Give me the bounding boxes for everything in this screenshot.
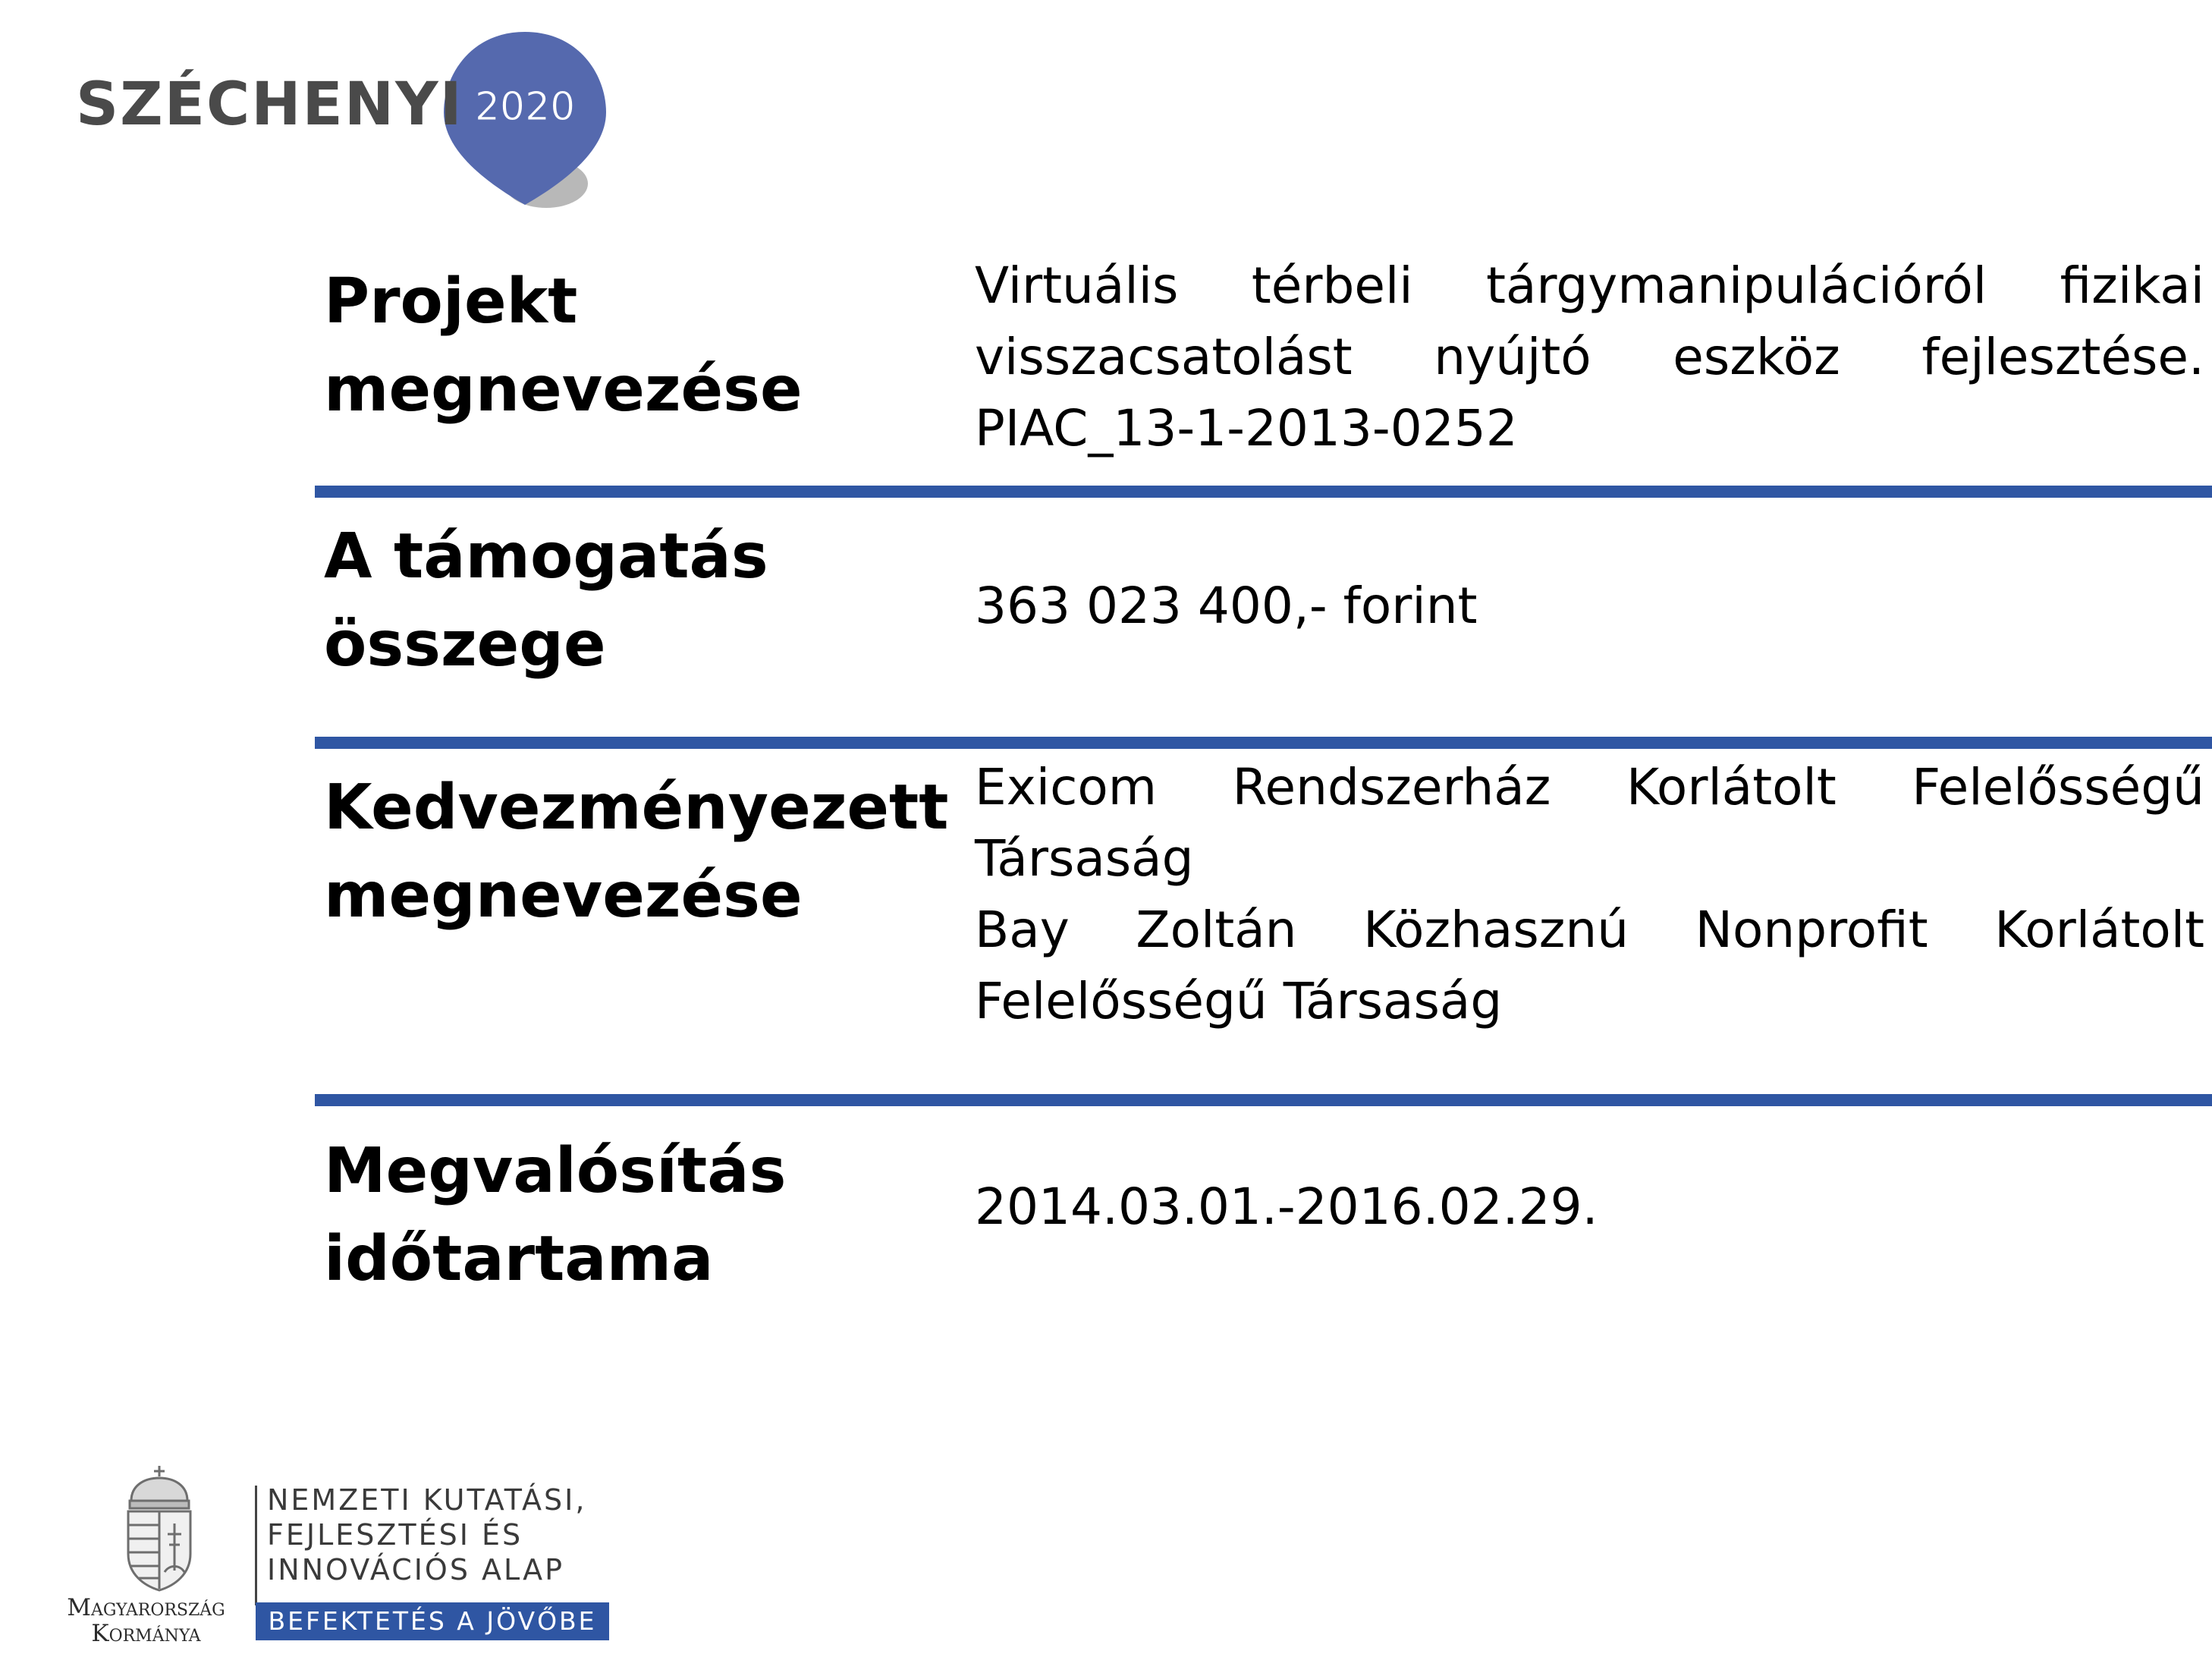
beneficiary-value xyxy=(967,749,2212,1094)
value-line: Virtuális térbeli tárgymanipulációról fizikai xyxy=(975,256,2204,315)
project-info-table xyxy=(315,250,2212,1303)
value-line: 2014.03.01.-2016.02.29. xyxy=(975,1178,1598,1236)
row-divider xyxy=(315,737,2212,749)
beneficiary-label: Kedvezményezett megnevezése xyxy=(324,772,949,932)
duration-row xyxy=(315,1106,2212,1303)
value-line: PIAC_13-1-2013-0252 xyxy=(975,399,1518,458)
fund-tagline: BEFEKTETÉS A JÖVŐBE xyxy=(256,1602,609,1640)
szechenyi-pin-logo-graphic xyxy=(61,15,652,228)
row-divider xyxy=(315,486,2212,498)
value-line: Bay Zoltán Közhasznú Nonprofit Korlátolt xyxy=(975,901,2204,959)
beneficiary-row xyxy=(315,749,2212,1094)
coat-of-arms-icon xyxy=(118,1464,201,1593)
logo-brand-text: SZÉCHENYI xyxy=(76,71,463,139)
value-line: visszacsatolást nyújtó eszköz fejlesztése. xyxy=(975,328,2204,386)
government-name: Magyarország Kormánya xyxy=(67,1594,225,1647)
szechenyi-2020-logo xyxy=(61,15,652,228)
row-divider xyxy=(315,1094,2212,1106)
duration-label: Megvalósítás időtartama xyxy=(324,1135,787,1295)
value-line: Felelősségű Társaság xyxy=(975,972,1503,1030)
government-fund-logo xyxy=(46,1464,622,1654)
logo-year-text: 2020 xyxy=(474,84,576,130)
value-line: Társaság xyxy=(975,829,1194,888)
logo-divider xyxy=(255,1486,257,1605)
value-line: Exicom Rendszerház Korlátolt Felelősségű xyxy=(975,758,2204,816)
project-name-row xyxy=(315,250,2212,486)
project-name-value xyxy=(967,250,2212,486)
project-name-label: Projekt megnevezése xyxy=(324,266,803,426)
fund-name: NEMZETI KUTATÁSI, FEJLESZTÉSI ÉS INNOVÁCIÓS ALAP xyxy=(267,1483,587,1586)
support-amount-value xyxy=(967,498,2212,737)
duration-value xyxy=(967,1106,2212,1303)
value-line: 363 023 400,- forint xyxy=(975,577,1478,635)
support-amount-label: A támogatás összege xyxy=(324,520,768,681)
support-amount-row xyxy=(315,498,2212,737)
